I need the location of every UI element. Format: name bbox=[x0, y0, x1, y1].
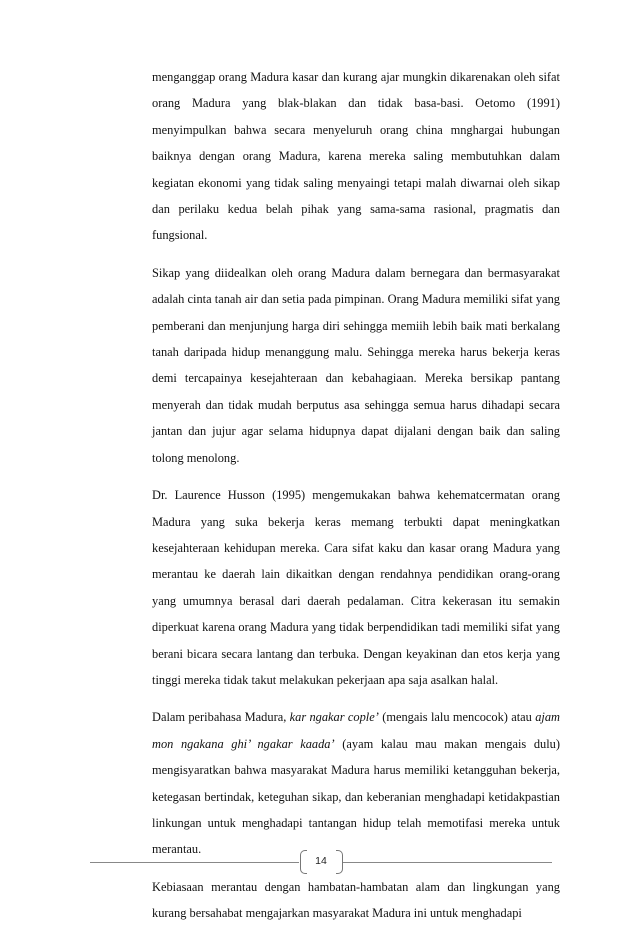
paragraph-text: Dalam peribahasa Madura, bbox=[152, 710, 290, 725]
paragraph-text: menganggap orang Madura kasar dan kurang ajar mungkin dikarenakan oleh sifat orang Madura yang blak-blakan dan tidak basa-basi. Oetomo (1991) menyimpulkan bahwa secara menyeluruh orang china mnghargai hubungan baiknya dengan orang Madura, karena mereka saling membutuhkan dalam kegiatan ekonomi yang tidak saling menyaingi tetapi malah diwarnai oleh sikap dan perilaku kedua belah pihak yang sama-sama rasional, pragmatis dan fungsional. bbox=[152, 70, 560, 243]
paragraph bbox=[152, 482, 560, 693]
paragraph bbox=[152, 260, 560, 471]
paragraph-text: (mengais lalu mencocok) atau bbox=[378, 710, 536, 725]
footer-rule-left bbox=[90, 862, 299, 863]
italic-proverb-text: ajam mon ngakana ghi’ ngakar kaada’ bbox=[152, 710, 560, 751]
italic-proverb-text: kar ngakar cople’ bbox=[289, 710, 379, 725]
paragraph-text: Sikap yang diidealkan oleh orang Madura dalam bernegara dan bermasyarakat adalah cinta tanah air dan setia pada pimpinan. Orang Madura memiliki sifat yang pemberani dan menjunjung harga diri sehingga memiih lebih baik mati berkalang tanah daripada hidup menanggung malu. Sehingga mereka harus bekerja keras demi tercapainya kesejahteraan dan kebahagiaan. Mereka bersikap pantang menyerah dan tidak mudah berputus asa sehingga semua harus dihadapi secara jantan dan jujur agar selama hidupnya dapat dijalani dengan baik dan saling tolong menolong. bbox=[152, 265, 560, 465]
page-number-bracket-right bbox=[336, 850, 343, 874]
page-number: 14 bbox=[315, 855, 327, 867]
body-text bbox=[152, 64, 560, 938]
paragraph-text: Kebiasaan merantau dengan hambatan-hambatan alam dan lingkungan yang kurang bersahabat mengajarkan masyarakat Madura ini untuk menghadapi bbox=[152, 879, 560, 921]
footer-rule-right bbox=[343, 862, 552, 863]
paragraph-text: (ayam kalau mau makan mengais dulu) mengisyaratkan bahwa masyarakat Madura harus memiliki ketangguhan bekerja, ketegasan bertindak, keteguhan sikap, dan keberanian menghadapi ketidakpastian linkungan untuk menghadapi tantangan hidup telah memotifasi mereka untuk merantau. bbox=[152, 736, 560, 857]
paragraph-text: Dr. Laurence Husson (1995) mengemukakan bahwa kehematcermatan orang Madura yang suka bekerja keras memang terbukti dapat meningkatkan kesejahteraan kehidupan mereka. Cara sifat kaku dan kasar orang Madura yang merantau ke daerah lain dikaitkan dengan rendahnya pendidikan orang-orang yang umumnya berasal dari daerah pedalaman. Citra kekerasan itu semakin diperkuat karena orang Madura yang tidak berpendidikan tadi memiliki sifat yang berani bicara secara lantang dan terbuka. Dengan keyakinan dan etos kerja yang tinggi mereka tidak takut melakukan pekerjaan apa saja asalkan halal. bbox=[152, 488, 560, 687]
paragraph bbox=[152, 704, 560, 862]
paragraph bbox=[152, 874, 560, 927]
paragraph bbox=[152, 64, 560, 249]
page-footer bbox=[0, 846, 638, 876]
